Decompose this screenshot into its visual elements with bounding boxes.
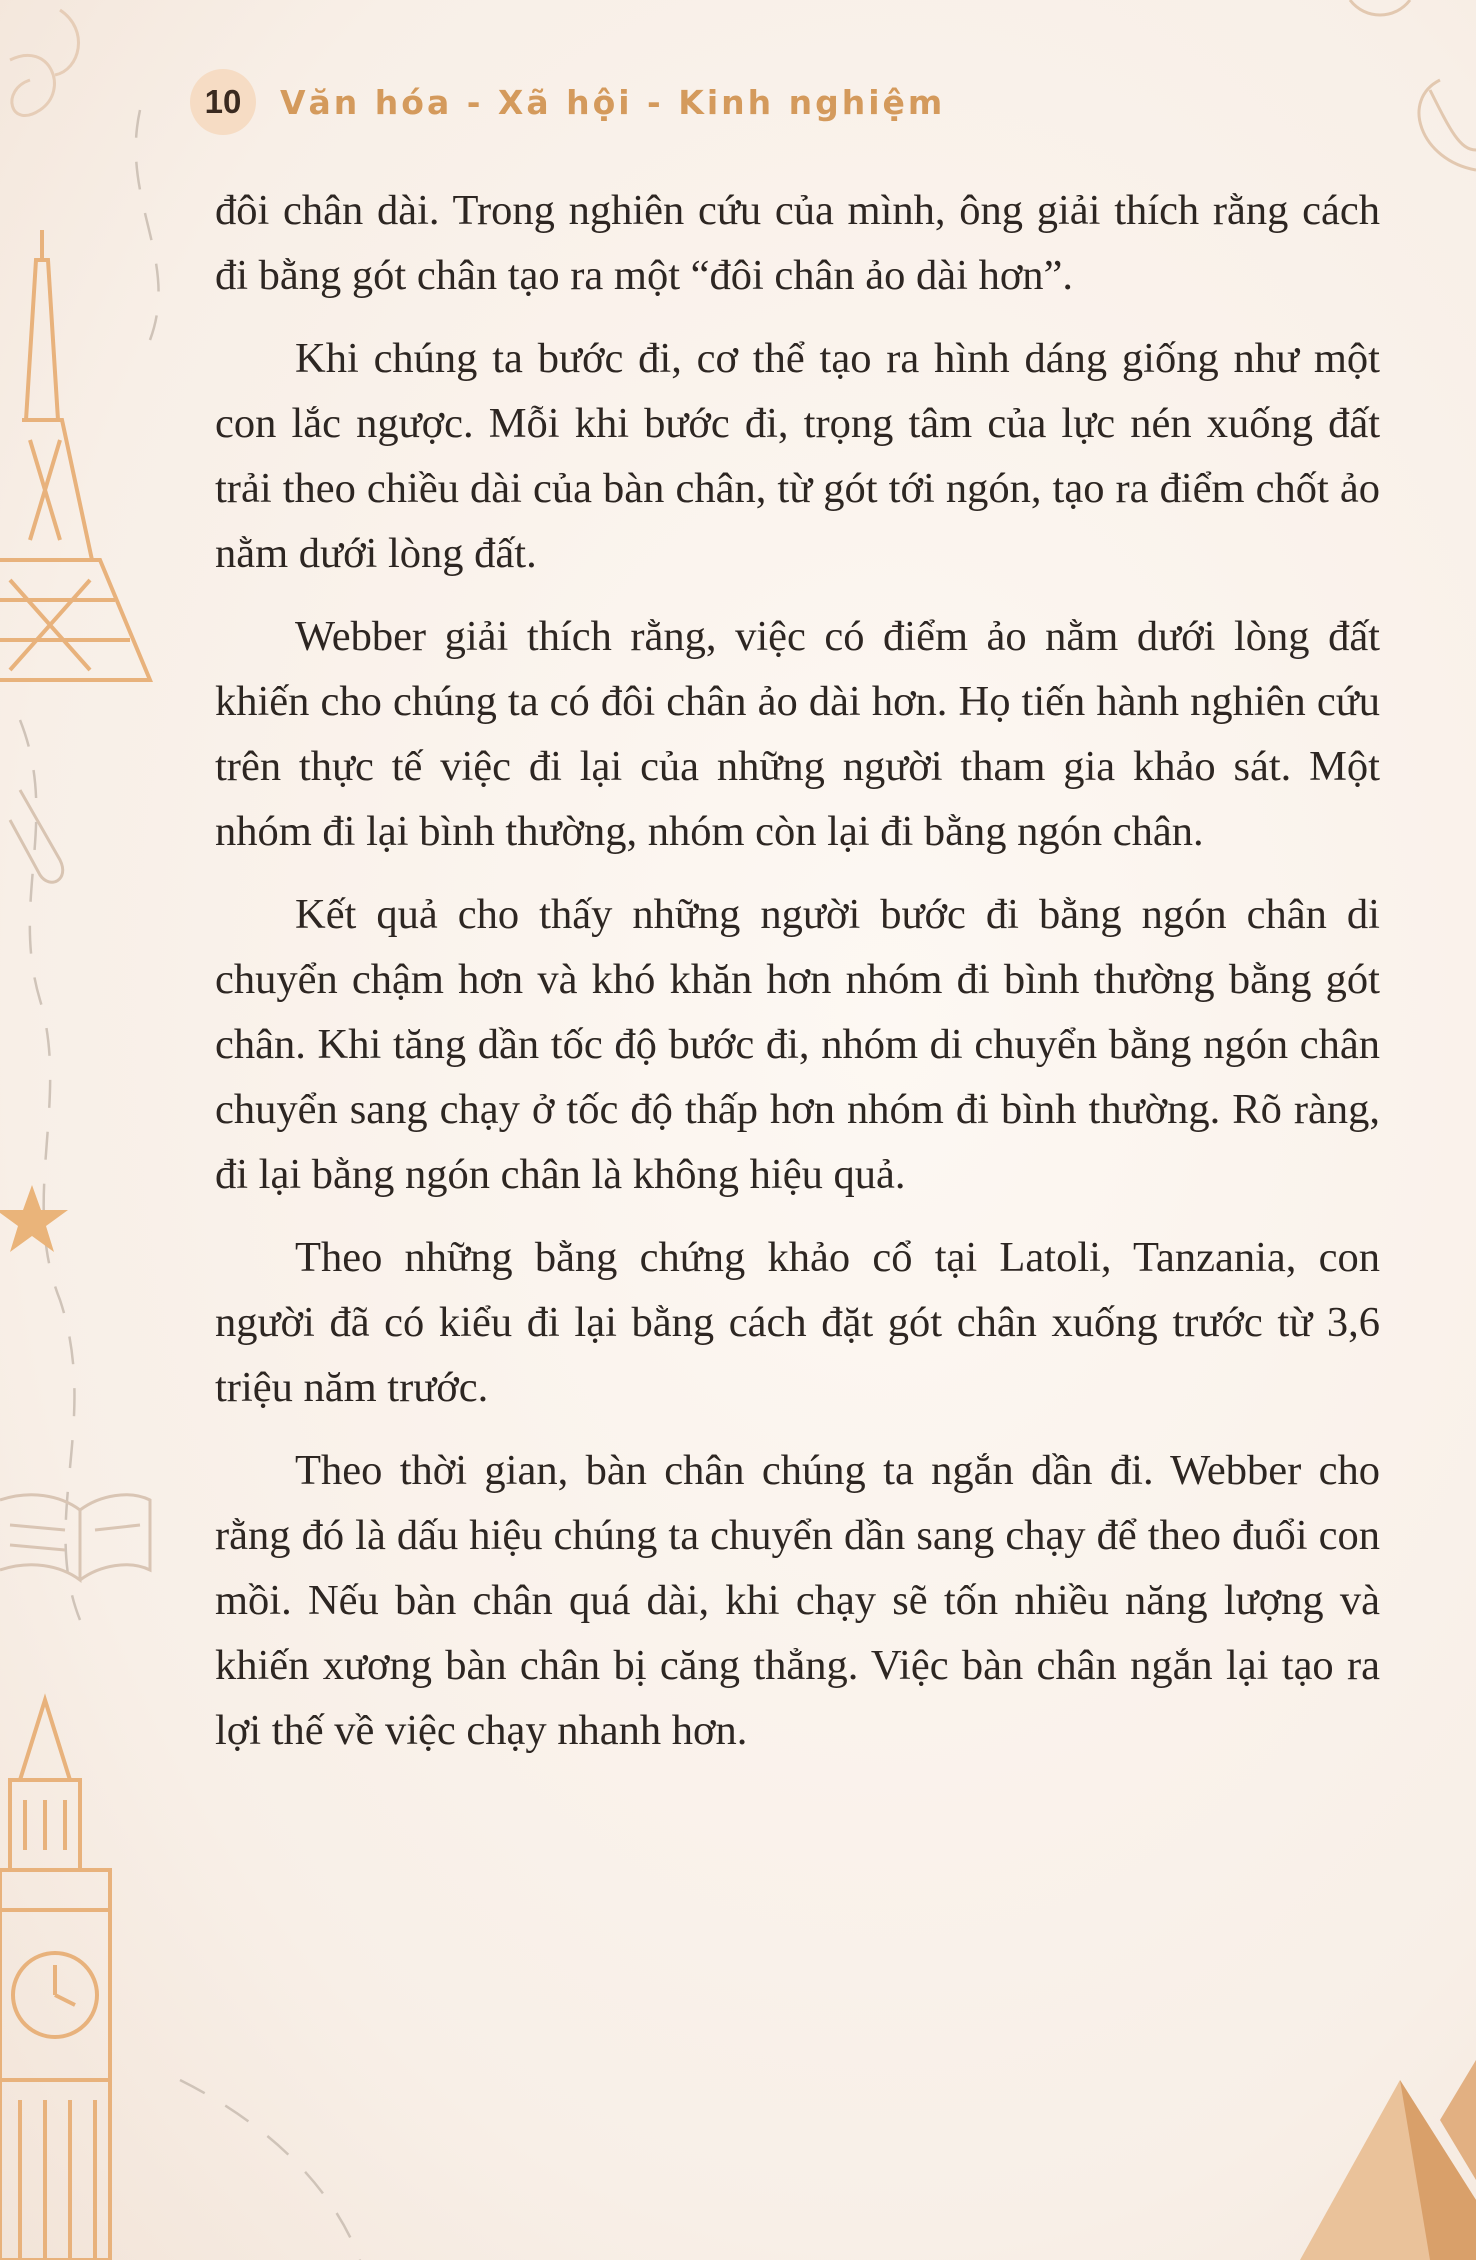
paragraph-4: Kết quả cho thấy những người bước đi bằng ngón chân di chuyển chậm hơn và khó khăn hơn nhóm đi bình thường bằng gót chân. Khi tăng dần tốc độ bước đi, nhóm di chuyển bằng ngón chân chuyển sang chạy ở tốc độ thấp hơn nhóm đi bình thường. Rõ ràng, đi lại bằng ngón chân là không hiệu quả. [215, 891, 1380, 1198]
pyramids-icon [1300, 2060, 1476, 2260]
paragraph-3: Webber giải thích rằng, việc có điểm ảo nằm dưới lòng đất khiến cho chúng ta có đôi chân ảo dài hơn. Họ tiến hành nghiên cứu trên thực tế việc đi lại của những người tham gia khảo sát. Một nhóm đi lại bình thường, nhóm còn lại đi bằng ngón chân. [215, 613, 1380, 855]
open-book-icon [0, 1495, 150, 1580]
paragraph-1: đôi chân dài. Trong nghiên cứu của mình, ông giải thích rằng cách đi bằng gót chân tạo ra một “đôi chân ảo dài hơn”. [215, 187, 1380, 299]
page-number: 10 [204, 83, 242, 120]
eiffel-tower-icon [0, 230, 150, 680]
swirl-ornament-icon [10, 10, 79, 116]
paragraph-2: Khi chúng ta bước đi, cơ thể tạo ra hình dáng giống như một con lắc ngược. Mỗi khi bước đi, trọng tâm của lực nén xuống đất trải theo chiều dài của bàn chân, từ gót tới ngón, tạo ra điểm chốt ảo nằm dưới lòng đất. [215, 335, 1380, 577]
body-text [215, 178, 1380, 1781]
star-icon [0, 1185, 68, 1252]
paragraph-5: Theo những bằng chứng khảo cổ tại Latoli, Tanzania, con người đã có kiểu đi lại bằng cách đặt gót chân xuống trước từ 3,6 triệu năm trước. [215, 1234, 1380, 1411]
balloon-sketch-icon [1350, 0, 1476, 170]
running-header [190, 70, 945, 134]
big-ben-icon [0, 1700, 110, 2260]
running-title: Văn hóa - Xã hội - Kinh nghiệm [280, 82, 946, 122]
page-number-badge [190, 69, 256, 135]
paragraph-6: Theo thời gian, bàn chân chúng ta ngắn dần đi. Webber cho rằng đó là dấu hiệu chúng ta chuyển dần sang chạy để theo đuổi con mồi. Nếu bàn chân quá dài, khi chạy sẽ tốn nhiều năng lượng và khiến xương bàn chân bị căng thẳng. Việc bàn chân ngắn lại tạo ra lợi thế về việc chạy nhanh hơn. [215, 1447, 1380, 1754]
